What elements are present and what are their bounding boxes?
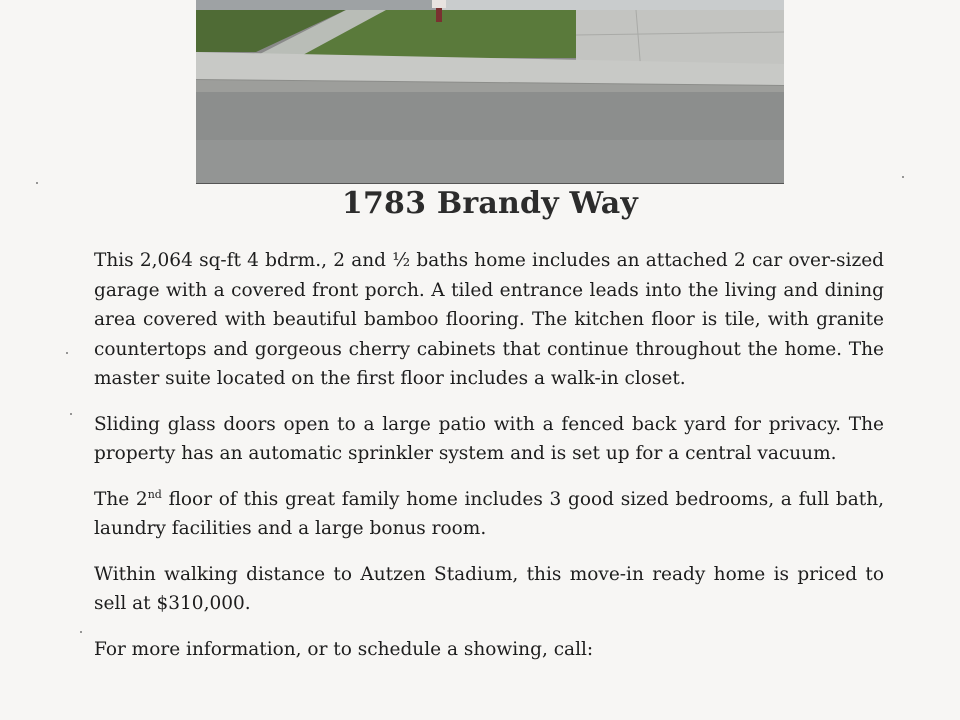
house-photo-image <box>196 0 784 183</box>
scan-speck <box>902 176 904 178</box>
second-floor-text-start: The 2 <box>94 488 148 510</box>
scan-speck <box>66 352 68 354</box>
scan-speck <box>36 182 38 184</box>
scan-speck <box>70 413 72 415</box>
scan-speck <box>80 631 82 633</box>
property-address-title: 1783 Brandy Way <box>341 186 639 221</box>
features-paragraph: This 2,064 sq-ft 4 bdrm., 2 and ½ baths home includes an attached 2 car over-sized garage with a covered front porch. A tiled entrance leads into the living and dining area covered with beautiful bamboo flooring. The kitchen floor is tile, with granite countertops and gorgeous cherry cabinets that continue throughout the home. The master suite located on the first floor includes a walk-in closet. <box>94 250 884 389</box>
listing-description <box>94 246 884 680</box>
ordinal-superscript: nd <box>147 487 162 501</box>
location-price-paragraph: Within walking distance to Autzen Stadium, this move-in ready home is priced to sell at $310,000. <box>94 563 884 614</box>
patio-paragraph: Sliding glass doors open to a large patio with a fenced back yard for privacy. The property has an automatic sprinkler system and is set up for a central vacuum. <box>94 413 884 464</box>
contact-paragraph: For more information, or to schedule a showing, call: <box>94 638 594 660</box>
second-floor-text-end: floor of this great family home includes 3 good sized bedrooms, a full bath, laundry facilities and a large bonus room. <box>94 488 884 539</box>
second-floor-paragraph <box>94 485 884 544</box>
house-photo <box>196 0 784 184</box>
